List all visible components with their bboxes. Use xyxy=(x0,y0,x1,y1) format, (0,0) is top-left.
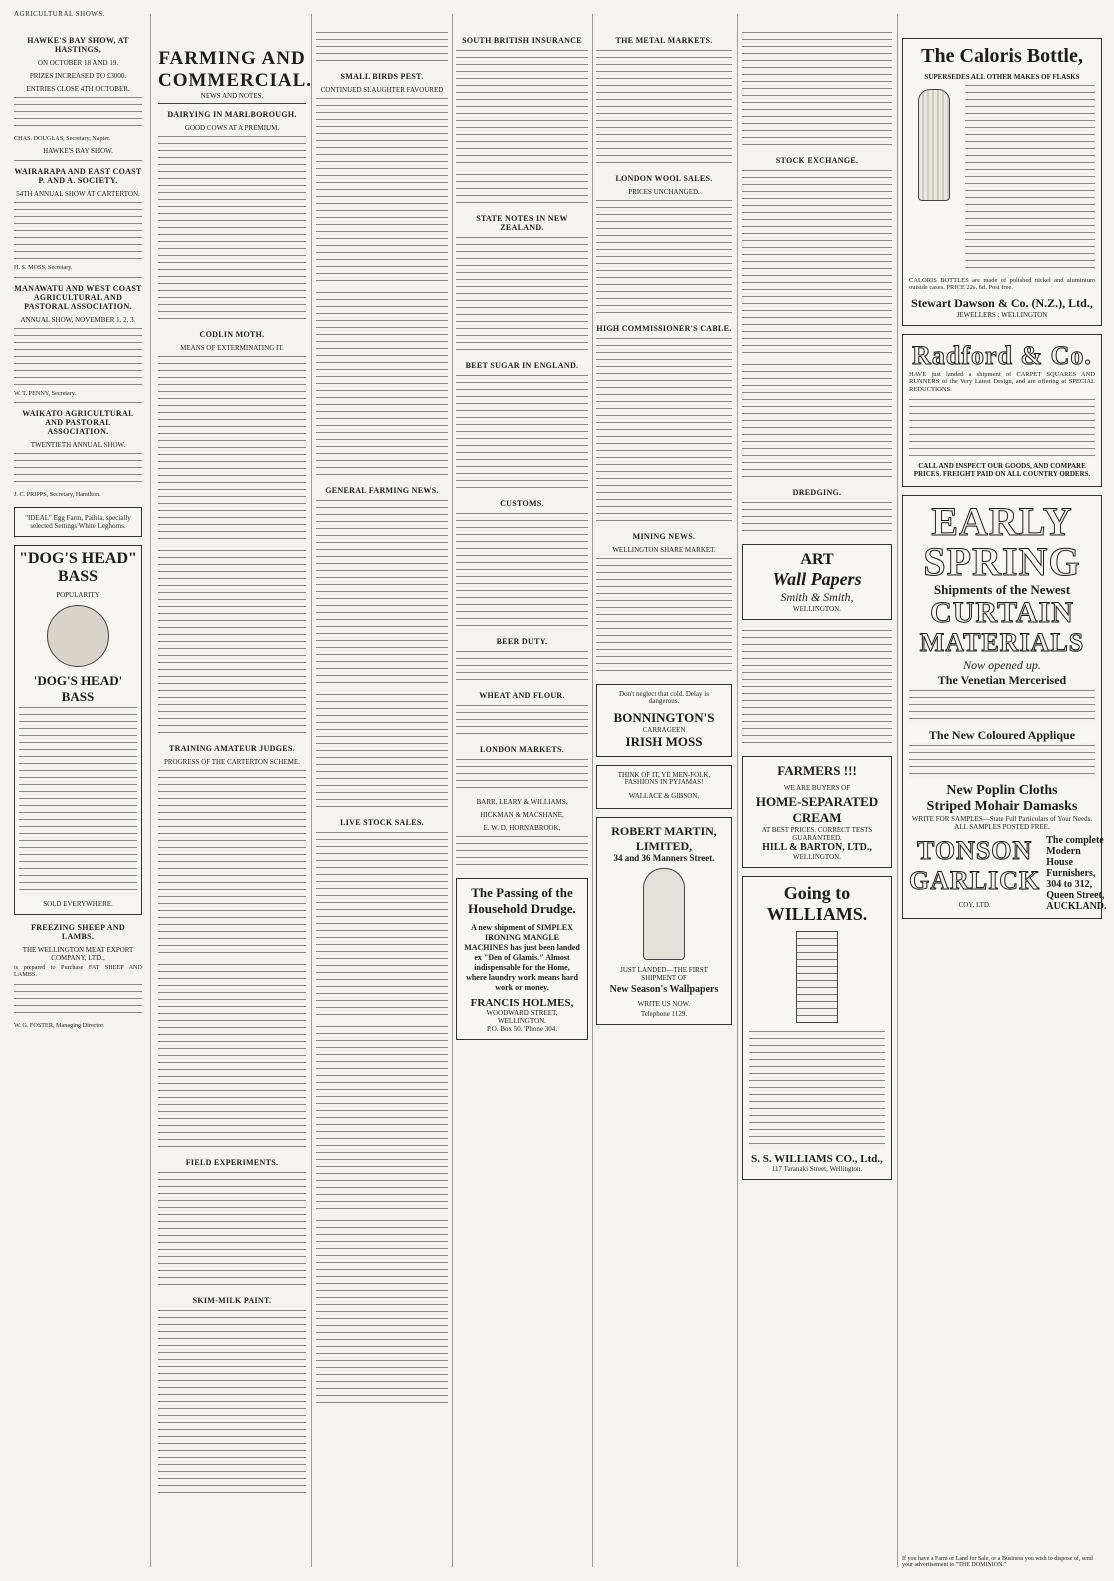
article-heading: STATE NOTES IN NEW ZEALAND. xyxy=(476,214,568,232)
body-text xyxy=(596,336,732,526)
art-heading: ART xyxy=(800,551,834,568)
chair-icon xyxy=(796,931,838,1023)
tonson-name: TONSON xyxy=(916,836,1033,866)
article-subheading: PRICES UNCHANGED. xyxy=(628,188,700,196)
bonnington-intro: Don't neglect that cold. Delay is dangerous. xyxy=(619,690,709,706)
page-subtitle: NEWS AND NOTES. xyxy=(158,92,306,104)
body-text xyxy=(742,362,892,482)
page-title: FARMING AND COMMERCIAL. xyxy=(158,48,313,91)
wairarapa-subtitle: 54TH ANNUAL SHOW AT CARTERTON. xyxy=(16,190,140,199)
bonnington-carrageen: CARRAGEEN xyxy=(642,725,686,734)
wallpapers-heading: New Season's Wallpapers xyxy=(609,983,719,995)
body-text xyxy=(316,692,448,812)
body-text xyxy=(316,30,448,66)
hawkes-bay-entries: ENTRIES CLOSE 4TH OCTOBER. xyxy=(26,85,130,93)
cream-sub: AT BEST PRICES. CORRECT TESTS GUARANTEED. xyxy=(761,826,873,842)
body-text xyxy=(316,96,448,286)
waikato-subtitle: TWENTIETH ANNUAL SHOW. xyxy=(30,441,126,450)
dogs-head-bass-ad xyxy=(14,545,142,915)
body-text xyxy=(158,134,306,324)
lady-figure-icon xyxy=(643,868,685,960)
article-subheading: PROGRESS OF THE CARTERTON SCHEME. xyxy=(163,758,300,766)
queen-street: 304 to 312, Queen Street, xyxy=(1046,879,1105,902)
body-text xyxy=(596,198,732,318)
column-commercial xyxy=(456,30,588,1048)
body-text xyxy=(158,962,306,1152)
article-heading: THE METAL MARKETS. xyxy=(615,36,713,45)
column-adverts xyxy=(902,30,1107,927)
sold-everywhere: SOLD EVERYWHERE. xyxy=(43,899,113,908)
williams-ad xyxy=(742,876,892,1180)
household-drudge-ad xyxy=(456,878,588,1040)
samples-note: WRITE FOR SAMPLES—State Full Particulars of Your Needs. ALL SAMPLES POSTED FREE. xyxy=(911,815,1093,832)
robert-martin-address: 34 and 36 Manners Street. xyxy=(613,852,715,863)
body-text xyxy=(456,235,588,355)
body-text xyxy=(19,705,137,895)
poplin-heading: New Poplin Cloths xyxy=(946,783,1058,799)
smith-and-smith: Smith & Smith, xyxy=(780,590,854,604)
column-farming-commercial xyxy=(158,40,313,1502)
spring-heading: SPRING xyxy=(923,539,1081,585)
flask-illustration xyxy=(909,83,959,277)
section-strip: AGRICULTURAL SHOWS. xyxy=(14,10,106,18)
radford-intro: HAVE just landed a shipment of CARPET SQUARES AND RUNNERS of the Very Latest Design, and are offering at SPECIAL REDUCTIONS. xyxy=(909,370,1095,393)
column-rule xyxy=(592,14,593,1567)
bonnington-name: BONNINGTON'S xyxy=(613,709,715,725)
venetian-heading: The Venetian Mercerised xyxy=(937,673,1067,688)
we-are-buyers: WE ARE BUYERS OF xyxy=(783,784,851,792)
body-text xyxy=(456,172,588,208)
dogs-head-heading: "DOG'S HEAD" xyxy=(19,549,137,567)
body-text xyxy=(749,1029,885,1149)
article-heading: CUSTOMS. xyxy=(500,499,544,508)
pyjamas-title: THINK OF IT, YE MEN-FOLK, FASHIONS IN PYJAMAS! xyxy=(617,770,711,787)
body-text xyxy=(456,511,588,631)
article-heading: LIVE STOCK SALES. xyxy=(340,818,424,827)
body-text xyxy=(316,498,448,688)
freezing-signed: W. G. FOSTER, Managing Director. xyxy=(14,1022,105,1030)
column-markets xyxy=(596,30,732,1033)
farmers-heading: FARMERS !!! xyxy=(777,763,857,778)
article-heading: CODLIN MOTH. xyxy=(199,330,265,339)
hawkes-bay-date: ON OCTOBER 18 AND 19. xyxy=(37,59,119,67)
body-text xyxy=(316,290,448,480)
article-heading: SKIM-MILK PAINT. xyxy=(192,1296,272,1305)
ss-williams: S. S. WILLIAMS CO., Ltd., xyxy=(751,1153,883,1165)
body-text xyxy=(14,326,142,386)
body-text xyxy=(316,1024,448,1214)
telephone: Telephone 1129. xyxy=(640,1009,688,1018)
waikato-title: WAIKATO AGRICULTURAL AND PASTORAL ASSOCIATION. xyxy=(22,409,134,437)
caloris-price: CALORIS BOTTLES are made of polished nickel and aluminium outside cases. PRICE 22s. 6d. Post free. xyxy=(909,277,1095,292)
wairarapa-title: WAIRARAPA AND EAST COAST P. AND A. SOCIETY. xyxy=(14,167,142,186)
body-text xyxy=(316,1218,448,1408)
article-heading: WHEAT AND FLOUR. xyxy=(479,691,565,700)
article-heading: STOCK EXCHANGE. xyxy=(775,156,859,165)
bulldog-icon xyxy=(47,605,109,667)
wall-papers-heading: Wall Papers xyxy=(772,569,862,589)
column-rule xyxy=(737,14,738,1567)
caloris-bottle-ad xyxy=(902,38,1102,326)
household-drudge-body: A new shipment of SIMPLEX IRONING MANGLE MACHINES has just been landed ex "Den of Glamis." Almost indispensable for the Home, where laundry work means hard work or money. xyxy=(464,923,580,992)
body-text xyxy=(456,649,588,685)
divider xyxy=(14,277,142,278)
article-heading: DAIRYING IN MARLBOROUGH. xyxy=(167,110,297,119)
radford-footer: CALL AND INSPECT OUR GOODS, AND COMPARE PRICES. FREIGHT PAID ON ALL COUNTRY ORDERS. xyxy=(913,462,1091,479)
francis-holmes: FRANCIS HOLMES, xyxy=(470,997,574,1009)
body-text xyxy=(456,703,588,739)
body-text xyxy=(909,743,1095,779)
garlick-name: GARLICK xyxy=(909,866,1041,896)
freezing-company: THE WELLINGTON MEAT EXPORT COMPANY, LTD., xyxy=(22,945,134,962)
column-rule xyxy=(311,14,312,1567)
manawatu-subtitle: ANNUAL SHOW, NOVEMBER 1, 2, 3. xyxy=(20,315,136,324)
tonson-garlick-ad xyxy=(902,495,1107,919)
divider xyxy=(14,402,142,403)
article-heading: BEET SUGAR IN ENGLAND. xyxy=(465,361,579,370)
hawkes-bay-title: HAWKE'S BAY SHOW, AT HASTINGS, xyxy=(27,36,129,54)
article-heading: DREDGING. xyxy=(792,488,842,497)
stewart-dawson: Stewart Dawson & Co. (N.Z.), Ltd., xyxy=(911,295,1093,310)
materials-heading: MATERIALS xyxy=(919,628,1085,658)
hill-barton: HILL & BARTON, LTD., xyxy=(762,842,872,853)
robert-martin-name: ROBERT MARTIN, LIMITED, xyxy=(611,823,717,853)
just-landed: JUST LANDED—THE FIRST SHIPMENT OF xyxy=(620,965,708,982)
auckland: AUCKLAND. xyxy=(1046,901,1107,913)
article-heading: SOUTH BRITISH INSURANCE xyxy=(462,36,582,45)
hornabrook: E. W. D. HORNABROOK, xyxy=(483,824,561,832)
article-heading: HIGH COMMISSIONER'S CABLE. xyxy=(596,324,732,333)
barr-leary-williams: BARR, LEARY & WILLIAMS, xyxy=(476,798,568,806)
bass-heading: BASS xyxy=(57,567,99,585)
article-subheading: GOOD COWS AT A PREMIUM. xyxy=(184,124,280,132)
wallace-gibson: WALLACE & GIBSON, xyxy=(628,791,700,800)
article-heading: TRAINING AMATEUR JUDGES. xyxy=(169,744,295,753)
article-subheading: MEANS OF EXTERMINATING IT. xyxy=(180,344,284,352)
body-text xyxy=(456,48,588,168)
body-text xyxy=(742,500,892,536)
coy-ltd: COY, LTD. xyxy=(958,901,991,910)
write-us-now: WRITE US NOW. xyxy=(637,999,691,1008)
manawatu-secretary: W. T. PENNY, Secretary. xyxy=(14,389,77,397)
going-to-williams: Going to WILLIAMS. xyxy=(766,883,868,924)
body-text xyxy=(14,95,142,131)
complete-furnishers: The complete Modern House Furnishers, xyxy=(1046,835,1104,880)
art-wall-papers-ad xyxy=(742,544,892,620)
curtain-heading: CURTAIN xyxy=(930,596,1074,630)
body-text xyxy=(909,688,1095,724)
body-text xyxy=(742,30,892,150)
body-text xyxy=(456,757,588,793)
wairarapa-secretary: H. S. MOSS, Secretary. xyxy=(14,264,73,272)
bottom-notice: If you have a Farm or Land for Sale, or a Business you wish to dispose of, send your advertisement to "THE DOMINION." xyxy=(902,1556,1093,1568)
holmes-address: WOODWARD STREET, WELLINGTON. xyxy=(486,1009,558,1025)
body-text xyxy=(158,354,306,544)
column-news xyxy=(316,30,448,1412)
body-text xyxy=(596,48,732,168)
body-text xyxy=(316,830,448,1020)
article-heading: BEER DUTY. xyxy=(496,637,548,646)
caloris-subtitle: SUPERSEDES ALL OTHER MAKES OF FLASKS xyxy=(924,73,1080,81)
article-heading: FIELD EXPERIMENTS. xyxy=(185,1158,279,1167)
damasks-heading: Striped Mohair Damasks xyxy=(926,799,1078,815)
waikato-secretary: J. C. PRIPPS, Secretary, Hamilton. xyxy=(14,491,101,499)
popularity-label: POPULARITY xyxy=(56,590,100,599)
article-heading: LONDON MARKETS. xyxy=(479,745,565,754)
smith-city: WELLINGTON. xyxy=(793,605,841,613)
body-text xyxy=(158,1170,306,1290)
bonnington-irish-moss: IRISH MOSS xyxy=(625,733,703,749)
body-text xyxy=(158,548,306,738)
ideal-egg-farm-ad: "IDEAL" Egg Farm, Paihia, specially selected Settings White Leghorns. xyxy=(14,507,142,537)
hawkes-bay-footer: HAWKE'S BAY SHOW. xyxy=(43,147,113,156)
flask-icon xyxy=(918,89,950,201)
freezing-prepared: is prepared to Purchase FAT SHEEP AND LAMBS. xyxy=(14,963,142,979)
article-subheading: CONTINUED SLAUGHTER FAVOURED xyxy=(320,86,444,94)
body-text xyxy=(158,1308,306,1498)
manawatu-title: MANAWATU AND WEST COAST AGRICULTURAL AND PASTORAL ASSOCIATION. xyxy=(14,283,142,311)
body-text xyxy=(742,628,892,748)
hawkes-bay-prizes: PRIZES INCREASED TO £3000. xyxy=(29,72,127,80)
pyjamas-ad xyxy=(596,765,732,809)
home-separated-cream: HOME-SEPARATED CREAM xyxy=(755,794,879,825)
body-text xyxy=(456,373,588,493)
hill-city: WELLINGTON. xyxy=(793,853,841,861)
body-text xyxy=(158,768,306,958)
column-exchange xyxy=(742,30,892,1188)
hawkes-bay-secretary: CHAS. DOUGLAS, Secretary, Napier. xyxy=(14,135,111,142)
holmes-phone: P.O. Box 50. 'Phone 304. xyxy=(486,1025,558,1033)
column-rule xyxy=(150,14,151,1567)
cream-ad xyxy=(742,756,892,868)
article-heading: GENERAL FARMING NEWS. xyxy=(325,486,439,495)
body-text xyxy=(14,451,142,487)
column-rule xyxy=(452,14,453,1567)
body-text xyxy=(14,200,142,260)
body-text xyxy=(909,397,1095,457)
hickman-macshane: HICKMAN & MACSHANE, xyxy=(480,811,564,819)
column-rule xyxy=(897,14,898,1567)
early-heading: EARLY xyxy=(931,499,1073,545)
freezing-title: FREEZING SHEEP AND LAMBS. xyxy=(31,922,125,941)
ss-williams-address: 117 Taranaki Street, Wellington. xyxy=(771,1165,863,1173)
caloris-title: The Caloris Bottle, xyxy=(921,45,1083,67)
shipments-heading: Shipments of the Newest xyxy=(933,582,1071,598)
article-heading: MINING NEWS. xyxy=(632,532,696,541)
applique-heading: The New Coloured Applique xyxy=(928,728,1076,743)
dogs-head-bass-name: 'DOG'S HEAD' BASS xyxy=(33,672,123,704)
radford-ad xyxy=(902,334,1102,487)
body-text xyxy=(596,556,732,676)
article-heading: SMALL BIRDS PEST. xyxy=(340,72,424,81)
bonnington-ad xyxy=(596,684,732,757)
body-text xyxy=(456,834,588,870)
article-heading: LONDON WOOL SALES. xyxy=(615,174,713,183)
divider xyxy=(14,160,142,161)
radford-title: Radford & Co. xyxy=(912,340,1092,370)
household-drudge-title: The Passing of the Household Drudge. xyxy=(468,885,576,916)
now-opened: Now opened up. xyxy=(963,658,1041,673)
body-text xyxy=(14,982,142,1018)
column-agricultural-shows xyxy=(14,30,142,1034)
article-subheading: WELLINGTON SHARE MARKET. xyxy=(612,546,716,554)
robert-martin-ad xyxy=(596,817,732,1025)
stewart-dawson-sub: JEWELLERS : WELLINGTON xyxy=(956,310,1048,319)
body-text xyxy=(742,168,892,358)
body-text xyxy=(965,83,1095,273)
